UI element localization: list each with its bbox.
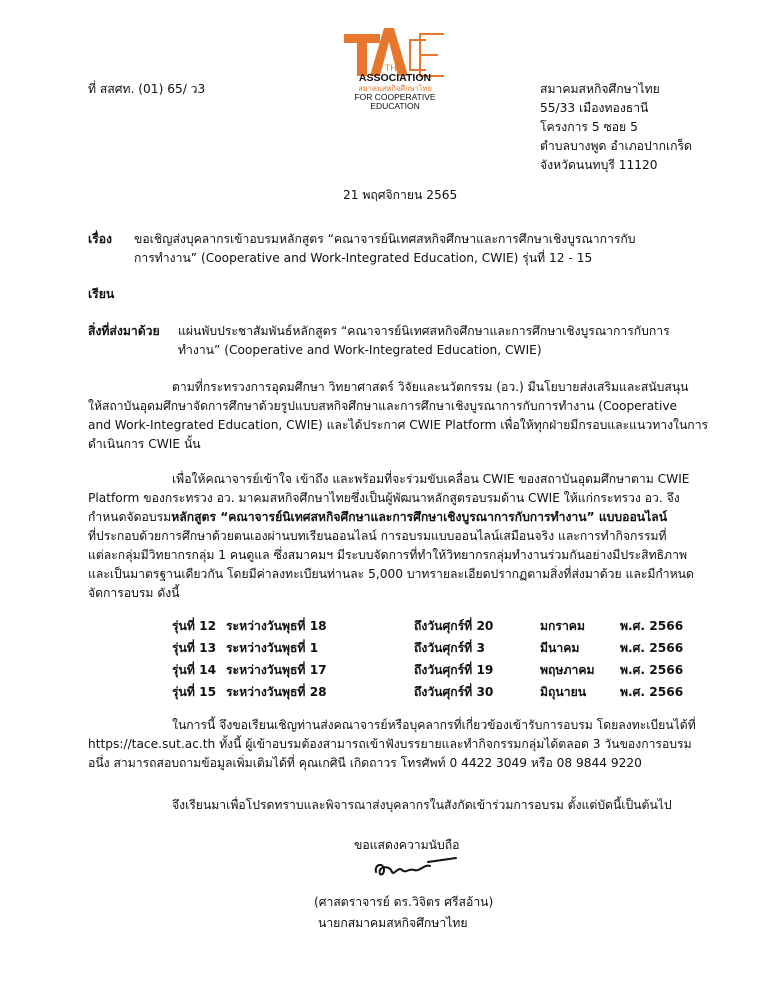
paragraph-3 [88,716,696,773]
address-line: สมาคมสหกิจศึกษาไทย [540,82,660,96]
closing-paragraph: จึงเรียนมาเพื่อโปรดทราบและพิจารณาส่งบุคลากรในสังกัดเข้าร่วมการอบรม ตั้งแต่บัดนี้เป็นต้นไป [172,798,672,812]
round-month: มิถุนายน [540,685,587,699]
paragraph-line: Platform ของกระทรวง อว. มาคมสหกิจศึกษาไทยซึ่งเป็นผู้พัฒนาหลักสูตรอบรมด้าน CWIE ให้แก่กระทรวง อว. จึง [88,491,680,505]
round-start: ระหว่างวันพุธที่ 28 [226,685,327,699]
association-logo [340,18,448,130]
round-month: พฤษภาคม [540,663,595,677]
training-schedule [172,615,683,703]
round-year: พ.ศ. 2566 [620,663,684,677]
schedule-row [172,659,683,681]
round-start: ระหว่างวันพุธที่ 1 [226,641,319,655]
complimentary-close: ขอแสดงความนับถือ [354,838,460,852]
address-line: 55/33 เมืองทองธานี [540,101,649,115]
round-year: พ.ศ. 2566 [620,641,684,655]
paragraph-2 [88,470,694,603]
round-number: รุ่นที่ 15 [172,685,217,699]
round-start: ระหว่างวันพุธที่ 18 [226,619,327,633]
paragraph-line: ตามที่กระทรวงการอุดมศึกษา วิทยาศาสตร์ วิจัยและนวัตกรรม (อว.) มีนโยบายส่งเสริมและสนับสนุน [172,380,689,394]
round-number: รุ่นที่ 14 [172,663,217,677]
round-end: ถึงวันศุกร์ที่ 19 [414,663,494,677]
round-end: ถึงวันศุกร์ที่ 3 [414,641,485,655]
paragraph-line: and Work-Integrated Education, CWIE) และได้ประกาศ CWIE Platform เพื่อให้ทุกฝ่ายมีกรอบและแนวทางในการ [88,418,709,432]
enclosure-label: สิ่งที่ส่งมาด้วย [88,324,160,338]
letter-date: 21 พฤศจิกายน 2565 [343,188,458,202]
paragraph-line: ที่ประกอบด้วยการศึกษาด้วยตนเองผ่านบทเรียนออนไลน์ การอบรมแบบออนไลน์เสมือนจริง และการทำกิจกรรมที่ [88,529,667,543]
round-end: ถึงวันศุกร์ที่ 20 [414,619,494,633]
paragraph-line: จัดการอบรม ดังนี้ [88,586,180,600]
logo-thai-text: THAI [384,63,406,73]
round-month: มกราคม [540,619,585,633]
paragraph-text: กำหนดจัดอบรม [88,510,172,524]
round-number: รุ่นที่ 12 [172,619,217,633]
address-line: จังหวัดนนทบุรี 11120 [540,158,658,172]
logo-thai-name: สมาคมสหกิจศึกษาไทย [358,84,432,93]
paragraph-1 [88,378,709,454]
enclosure-line-2: ทำงาน” (Cooperative and Work-Integrated Education, CWIE) [178,343,542,357]
paragraph-line: อนึ่ง สามารถสอบถามข้อมูลเพิ่มเติมได้ที่ คุณเกศินี เกิดถาวร โทรศัพท์ 0 4422 3049 หรือ 08 9844 9220 [88,756,642,770]
paragraph-line: ดำเนินการ CWIE นั้น [88,437,201,451]
round-year: พ.ศ. 2566 [620,685,684,699]
round-year: พ.ศ. 2566 [620,619,684,633]
paragraph-line: เพื่อให้คณาจารย์เข้าใจ เข้าถึง และพร้อมที่จะร่วมขับเคลื่อน CWIE ของสถาบันอุดมศึกษาตาม CWIE [172,472,690,486]
paragraph-line: แต่ละกลุ่มมีวิทยากรกลุ่ม 1 คนดูแล ซึ่งสมาคมฯ มีระบบจัดการที่ทำให้วิทยากรกลุ่มทำงานร่วมกันอย่างมีประสิทธิภาพ [88,548,687,562]
round-month: มีนาคม [540,641,580,655]
course-name-bold: หลักสูตร “คณาจารย์นิเทศสหกิจศึกษาและการศึกษาเชิงบูรณาการกับการทำงาน” แบบออนไลน์ [171,510,668,524]
logo-association-text: ASSOCIATION [358,72,432,84]
enclosure-line-1: แผ่นพับประชาสัมพันธ์หลักสูตร “คณาจารย์นิเทศสหกิจศึกษาและการศึกษาเชิงบูรณาการกับการ [178,324,670,338]
schedule-row [172,681,683,703]
logo-for-cooperative-text: FOR COOPERATIVE [354,92,436,102]
logo-education-text: EDUCATION [370,101,420,111]
schedule-row [172,637,683,659]
round-start: ระหว่างวันพุธที่ 17 [226,663,327,677]
paragraph-line: ในการนี้ จึงขอเรียนเชิญท่านส่งคณาจารย์หรือบุคลากรที่เกี่ยวข้องเข้ารับการอบรม โดยลงทะเบียนได้ที่ [172,718,696,732]
paragraph-line [88,508,682,527]
paragraph-line: https://tace.sut.ac.th ทั้งนี้ ผู้เข้าอบรมต้องสามารถเข้าฟังบรรยายและทำกิจกรรมกลุ่มได้ตลอด 3 วันของการอบรม [88,737,692,751]
sender-address [540,80,692,175]
address-line: โครงการ 5 ซอย 5 [540,120,638,134]
paragraph-line: และเป็นมาตรฐานเดียวกัน โดยมีค่าลงทะเบียนท่านละ 5,000 บาทรายละเอียดปรากฏตามสิ่งที่ส่งมาด้วย และมีกำหนด [88,567,694,581]
subject-label: เรื่อง [88,232,112,246]
address-line: ตำบลบางพูด อำเภอปากเกร็ด [540,139,692,153]
signature-icon [370,852,460,882]
round-end: ถึงวันศุกร์ที่ 30 [414,685,494,699]
reference-number: ที่ สสศท. (01) 65/ ว3 [88,82,206,96]
subject-line-2: การทำงาน” (Cooperative and Work-Integrated Education, CWIE) รุ่นที่ 12 - 15 [134,251,593,265]
signer-name: (ศาสตราจารย์ ดร.วิจิตร ศรีสอ้าน) [314,895,494,909]
salutation: เรียน [88,287,115,301]
subject-line-1: ขอเชิญส่งบุคลากรเข้าอบรมหลักสูตร “คณาจารย์นิเทศสหกิจศึกษาและการศึกษาเชิงบูรณาการกับ [134,232,636,246]
paragraph-line: ให้สถาบันอุดมศึกษาจัดการศึกษาด้วยรูปแบบสหกิจศึกษาและการศึกษาเชิงบูรณาการกับการทำงาน (Cooperative [88,399,678,413]
signer-title: นายกสมาคมสหกิจศึกษาไทย [318,916,468,930]
round-number: รุ่นที่ 13 [172,641,217,655]
schedule-row [172,615,683,637]
